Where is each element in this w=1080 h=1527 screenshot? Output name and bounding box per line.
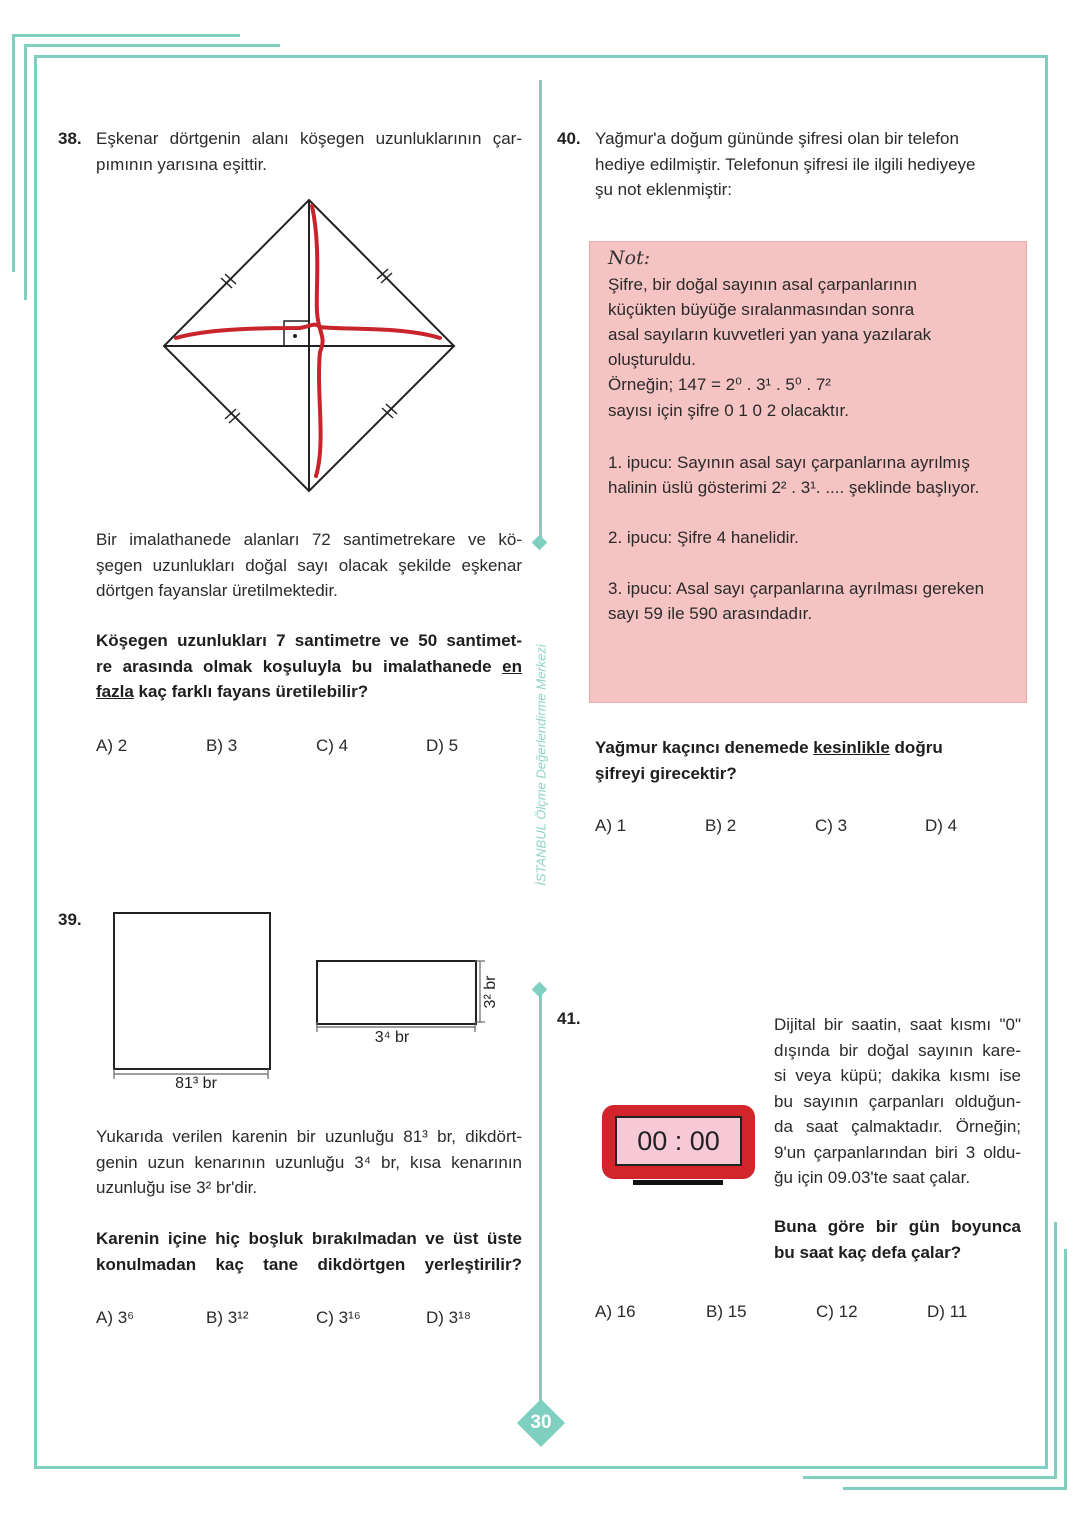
- q40-question-text: Yağmur kaçıncı denemede: [595, 738, 814, 757]
- frame-left: [34, 55, 37, 1469]
- q39-question-line: konulmadan kaç tane dikdörtgen yerleştirilir?: [96, 1254, 522, 1274]
- q40-question-line2: şifreyi girecektir?: [595, 763, 737, 783]
- q39-question: [96, 1226, 522, 1277]
- q38-intro-line: pımının yarısına eşittir.: [96, 154, 268, 174]
- q41-body-line: ğu için 09.03'te saat çalar.: [774, 1168, 971, 1187]
- q38-question-line3: [96, 679, 522, 705]
- q40-option-d[interactable]: D) 4: [925, 816, 958, 835]
- q41-body: [774, 1012, 1021, 1191]
- q41-body-line: 9'un çarpanlarından biri 3 oldu-: [774, 1142, 1021, 1162]
- page-number: 30: [530, 1412, 552, 1433]
- rhombus-figure: [150, 192, 470, 502]
- q38-number: 38.: [58, 129, 82, 148]
- q38-intro: [96, 126, 522, 177]
- frame-right-outer: [1054, 1222, 1057, 1479]
- note-title: Not:: [608, 247, 651, 269]
- q38-question-underlined: en: [502, 656, 522, 676]
- q40-number: 40.: [557, 129, 581, 148]
- frame-top-inner: [24, 44, 280, 47]
- q41-body-line: da saat çalmaktadır. Örneğin;: [774, 1117, 1021, 1136]
- frame-left-inner: [24, 44, 27, 300]
- q40-option-b[interactable]: B) 2: [705, 816, 737, 835]
- hint-line: halinin üslü gösterimi 2² . 3¹. .... şeklinde başlıyor.: [608, 478, 980, 497]
- hint-note-box: [589, 241, 1027, 703]
- q40-intro-line: Yağmur'a doğum gününde şifresi olan bir telefon: [595, 129, 959, 148]
- hint-line: 1. ipucu: Sayının asal sayı çarpanlarına ayrılmış: [608, 453, 970, 472]
- frame-bottom-outer2: [843, 1487, 1067, 1490]
- note-line: asal sayıların kuvvetleri yan yana yazılarak: [608, 325, 932, 344]
- q38-option-a[interactable]: A) 2: [96, 736, 128, 755]
- q39-body-line: Yukarıda verilen karenin bir uzunluğu 81³ br, dikdört-: [96, 1127, 522, 1146]
- alarm-clock-base: [633, 1180, 723, 1185]
- q38-intro-line: Eşkenar dörtgenin alanı köşegen uzunluklarının çar-: [96, 129, 522, 148]
- hint-line: sayı 59 ile 590 arasındadır.: [608, 604, 813, 623]
- rectangle-figure: [316, 960, 477, 1025]
- q38-question-text: re arasında olmak koşuluyla bu imalathanede: [96, 656, 503, 676]
- q41-question-line: Buna göre bir gün boyunca: [774, 1217, 1021, 1236]
- frame-bottom-outer: [803, 1476, 1057, 1479]
- note-line: sayısı için şifre 0 1 0 2 olacaktır.: [608, 401, 849, 420]
- frame-top: [34, 55, 1048, 58]
- q38-option-c[interactable]: C) 4: [316, 736, 349, 755]
- column-divider-top: [539, 80, 542, 542]
- q41-body-line: si veya küpü; dakika kısmı ise: [774, 1066, 1021, 1085]
- q41-number: 41.: [557, 1009, 581, 1028]
- q38-body-line: şegen uzunlukları doğal sayı olacak şekilde eşkenar: [96, 555, 522, 575]
- red-vertical-mark: [312, 206, 323, 476]
- q39-option-a[interactable]: A) 3⁶: [96, 1308, 135, 1327]
- q41-option-c[interactable]: C) 12: [816, 1302, 858, 1321]
- q41-option-b[interactable]: B) 15: [706, 1302, 747, 1321]
- q40-question-underlined: kesinlikle: [813, 738, 890, 757]
- q40-option-c[interactable]: C) 3: [815, 816, 848, 835]
- q39-body: [96, 1124, 522, 1201]
- square-figure: [113, 912, 271, 1070]
- q41-body-line: dışında bir doğal sayının kare-: [774, 1040, 1021, 1060]
- frame-right: [1045, 55, 1048, 1469]
- q41-option-d[interactable]: D) 11: [927, 1302, 968, 1321]
- q39-option-c[interactable]: C) 3¹⁶: [316, 1308, 361, 1327]
- q39-question-line: Karenin içine hiç boşluk bırakılmadan ve üst üste: [96, 1229, 522, 1248]
- rectangle-width-label: 3⁴ br: [374, 1029, 410, 1046]
- q40-question-line1: [595, 735, 1025, 761]
- q40-intro-line: hediye edilmiştir. Telefonun şifresi ile ilgili hediyeye: [595, 154, 976, 174]
- q38-question-line: Köşegen uzunlukları 7 santimetre ve 50 santimet-: [96, 631, 522, 650]
- column-divider-bottom: [539, 992, 542, 1410]
- q38-body-line: dörtgen fayanslar üretilmektedir.: [96, 581, 338, 600]
- q41-question-line: bu saat kaç defa çalar?: [774, 1242, 962, 1262]
- clock-display: 00 : 00: [615, 1116, 742, 1166]
- frame-right-outer2: [1064, 1249, 1067, 1490]
- q38-option-d[interactable]: D) 5: [426, 736, 459, 755]
- q41-body-line: Dijital bir saatin, saat kısmı "0": [774, 1015, 1021, 1034]
- q38-question-underlined: fazla: [96, 682, 134, 701]
- frame-bottom: [34, 1466, 1048, 1469]
- note-line: oluşturuldu.: [608, 350, 696, 369]
- divider-diamond-1: [532, 535, 548, 551]
- q41-body-line: bu sayının çarpanları olduğun-: [774, 1091, 1021, 1111]
- q40-intro-line: şu not eklenmiştir:: [595, 180, 732, 199]
- hint-line: 2. ipucu: Şifre 4 hanelidir.: [608, 528, 799, 547]
- publisher-side-text: İSTANBUL Ölçme Değerlendirme Merkezi: [533, 644, 549, 886]
- q38-question-line2: [96, 654, 522, 680]
- q38-question: [96, 628, 522, 705]
- q38-question-text: kaç farklı fayans üretilebilir?: [133, 682, 369, 701]
- q38-body: [96, 527, 522, 604]
- right-angle-dot: [293, 334, 297, 338]
- hint-line: 3. ipucu: Asal sayı çarpanlarına ayrılması gereken: [608, 579, 985, 598]
- q41-option-a[interactable]: A) 16: [595, 1302, 636, 1321]
- q38-body-line: Bir imalathanede alanları 72 santimetrekare ve kö-: [96, 530, 522, 549]
- q39-option-b[interactable]: B) 3¹²: [206, 1308, 249, 1327]
- q39-number: 39.: [58, 910, 82, 929]
- frame-top-outer: [12, 34, 240, 37]
- q40-intro: [595, 126, 1025, 203]
- q39-body-line: uzunluğu ise 3² br'dir.: [96, 1178, 258, 1197]
- q38-option-b[interactable]: B) 3: [206, 736, 238, 755]
- q40-option-a[interactable]: A) 1: [595, 816, 627, 835]
- note-line: Örneğin; 147 = 2⁰ . 3¹ . 5⁰ . 7²: [608, 375, 831, 394]
- rectangle-height-label: 3² br: [482, 975, 499, 1009]
- q40-question: [595, 735, 1025, 786]
- note-line: Şifre, bir doğal sayının asal çarpanlarının: [608, 275, 918, 294]
- q40-question-text: doğru: [889, 738, 943, 757]
- note-line: küçükten büyüğe sıralanmasından sonra: [608, 300, 915, 319]
- frame-left-outer: [12, 34, 15, 272]
- q39-body-line: genin uzun kenarının uzunluğu 3⁴ br, kısa kenarının: [96, 1152, 522, 1172]
- q41-question: [774, 1214, 1021, 1265]
- square-side-label: 81³ br: [175, 1075, 217, 1092]
- q39-option-d[interactable]: D) 3¹⁸: [426, 1308, 471, 1327]
- right-angle-mark: [284, 321, 309, 346]
